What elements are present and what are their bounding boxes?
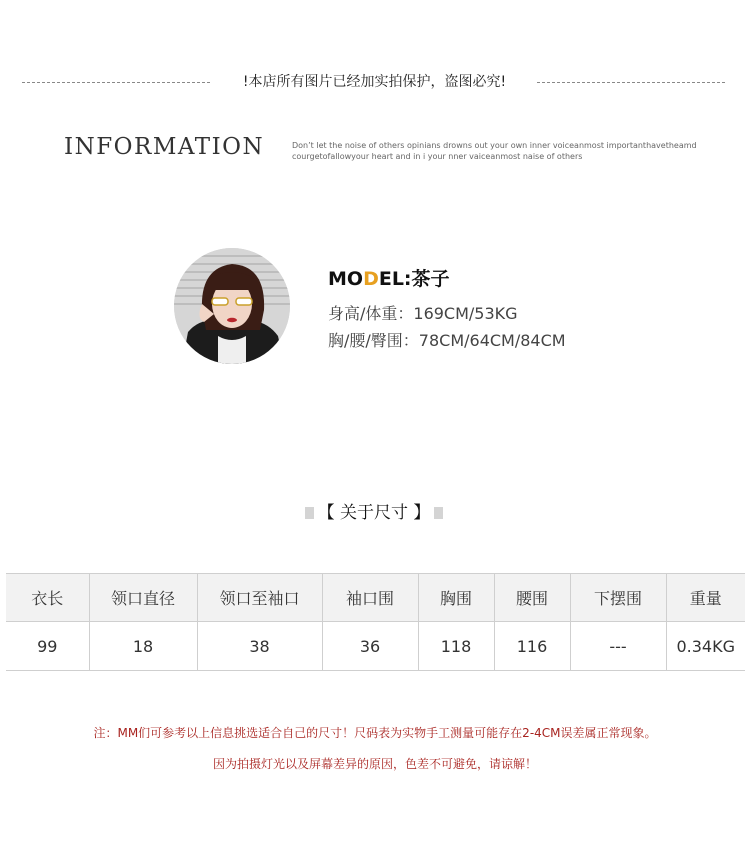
- value-neck-to-cuff: 38: [197, 622, 322, 671]
- value-weight: 0.34KG: [666, 622, 745, 671]
- size-table-header-row: [6, 574, 745, 622]
- notice-divider-left: [22, 82, 210, 83]
- copyright-notice: [22, 71, 725, 93]
- header-waist: 腰围: [494, 574, 570, 622]
- model-name-value: 茶子: [411, 268, 450, 290]
- size-section-title: [305, 501, 443, 525]
- value-cuff: 36: [322, 622, 418, 671]
- header-hem: 下摆围: [570, 574, 666, 622]
- quote-line-1: Don’t let the noise of others opinians drowns out your own inner voiceanmost importanthavetheamd: [292, 141, 697, 150]
- size-table-value-row: [6, 622, 745, 671]
- notice-text: !本店所有图片已经加实拍保护，盗图必究!: [242, 74, 507, 90]
- value-neck-diameter: 18: [89, 622, 197, 671]
- model-avatar: [174, 248, 290, 364]
- model-label-rest: EL:: [378, 268, 412, 290]
- information-title: INFORMATION: [64, 134, 265, 160]
- model-name: [328, 264, 450, 291]
- model-label-mo: MO: [328, 268, 364, 290]
- model-height-weight: 身高/体重：169CM/53KG: [328, 304, 518, 323]
- size-title-text: 【 关于尺寸 】: [314, 503, 435, 523]
- header-neck-diameter: 领口直径: [89, 574, 197, 622]
- header-weight: 重量: [666, 574, 745, 622]
- header-chest: 胸围: [418, 574, 494, 622]
- value-waist: 116: [494, 622, 570, 671]
- value-chest: 118: [418, 622, 494, 671]
- model-label-d: D: [363, 268, 379, 290]
- header-cuff: 袖口围: [322, 574, 418, 622]
- quote-line-2: courgetofallowyour heart and in i your nner vaiceanmost naise of others: [292, 152, 583, 161]
- size-note: 注：MM们可参考以上信息挑选适合自己的尺寸！尺码表为实物手工测量可能存在2-4CM误差属正常现象。: [93, 726, 657, 740]
- value-length: 99: [6, 622, 89, 671]
- size-table: [6, 573, 745, 671]
- model-measurements: 胸/腰/臀围：78CM/64CM/84CM: [328, 331, 566, 350]
- information-quote: [292, 140, 712, 162]
- header-length: 衣长: [6, 574, 89, 622]
- model-photo: [174, 248, 290, 364]
- notice-divider-right: [537, 82, 725, 83]
- value-hem: ---: [570, 622, 666, 671]
- color-note: 因为拍摄灯光以及屏幕差异的原因，色差不可避免，请谅解！: [212, 757, 537, 771]
- header-neck-to-cuff: 领口至袖口: [197, 574, 322, 622]
